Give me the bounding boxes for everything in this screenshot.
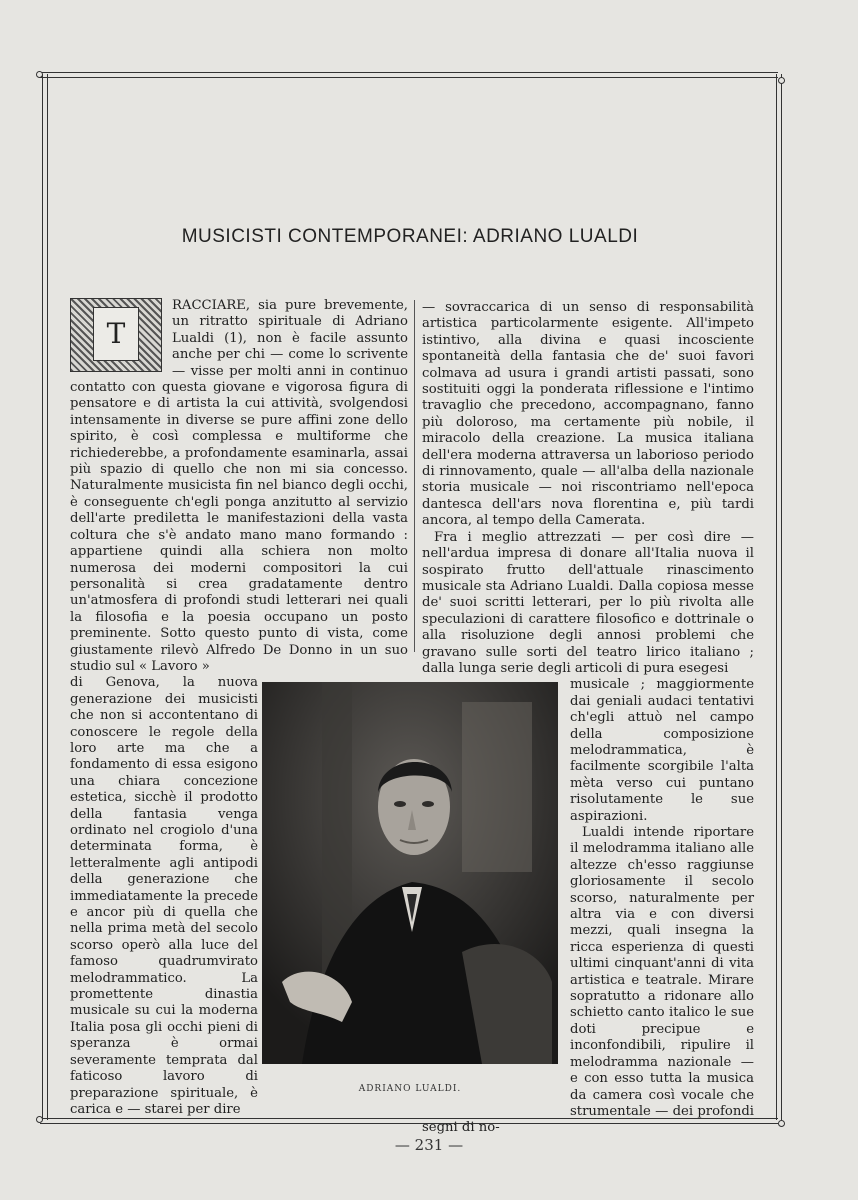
photo-caption: ADRIANO LUALDI. bbox=[358, 1084, 462, 1094]
portrait-photo bbox=[262, 682, 558, 1064]
left-wrap-paragraph: di Genova, la nuova generazione dei musicisti che non si accontentano di conoscere le regole della loro arte ma che a fondamento di essa esigono una chiara concezione estetica, sicchè il prodotto della fantasia venga ordinato nel crogiolo d'una determinata forma, è letteralmente agli antipodi della generazione che immediatamente la precede e ancor più di quella che nella prima metà del secolo scorso operò alla luce del famoso quadrumvirato melodrammatico. La promettente dinastia musicale su cui la moderna Italia posa gli occhi pieni di speranza è ormai severamente temprata dal faticoso lavoro di preparazione spirituale, è carica e — starei per dire bbox=[70, 675, 258, 1117]
article-title: MUSICISTI CONTEMPORANEI: ADRIANO LUALDI bbox=[181, 226, 639, 247]
drop-cap-letter: T bbox=[93, 307, 139, 361]
right-wrap-paragraph-2: Lualdi intende riportare il melodramma italiano alle altezze ch'esso raggiunse gloriosamente il secolo scorso, naturalmente per altra via e con diversi mezzi, quali insegna la ricca esperienza di questi ultimi cinquant'anni di vita artistica e teatrale. Mirare sopratutto a ridonare allo schietto canto italico le sue doti precipue e inconfondibili, ripulire il melodramma nazionale — e con esso tutta la musica da camera così vocale che strumentale — dei profondi segni di no- bbox=[422, 825, 754, 1136]
column-divider bbox=[414, 300, 415, 652]
frame-right-rule bbox=[776, 74, 782, 1120]
frame-left-rule bbox=[42, 74, 48, 1120]
right-paragraph-1: — sovraccarica di un senso di responsabilità artistica particolarmente esigente. All'impeto istintivo, alla divina e quasi incosciente spontaneità della fantasia che de' suoi favori colmava ad usura i grandi artisti passati, sono sostituiti oggi la ponderata riflessione e l'intimo travaglio che precedono, accompagnano, fanno più doloroso, ma certamente più nobile, il miracolo della creazione. La musica italiana dell'era moderna attraversa un laborioso periodo di rinnovamento, quale — all'alba della nazionale storia musicale — noi riscontriamo nell'epoca dantesca dell'ars nova florentina e, più tardi ancora, al tempo della Camerata. bbox=[422, 300, 754, 529]
portrait-illustration bbox=[262, 682, 558, 1064]
corner-ornament bbox=[36, 71, 43, 78]
frame-top-rule bbox=[40, 72, 778, 78]
page-number: — 231 — bbox=[394, 1136, 464, 1154]
right-paragraph-2: Fra i meglio attrezzati — per così dire — nell'ardua impresa di donare all'Italia nuova il sospirato frutto dell'attuale rinascimento musicale sta Adriano Lualdi. Dalla copiosa messe de' suoi scritti letterari, per lo più rivolta alle speculazioni di carattere filosofico e dottrinale o alla risoluzione degli annosi problemi che gravano sulle sorti del teatro lirico italiano ; dalla lunga serie degli articoli di pura esegesi bbox=[422, 529, 754, 676]
ornamental-drop-cap bbox=[70, 298, 162, 372]
right-wrap-paragraph-1: musicale ; maggiormente dai geniali audaci tentativi ch'egli attuò nel campo della composizione melodrammatica, è facilmente scorgibile l'alta mèta verso cui puntano risolutamente le sue aspirazioni. bbox=[570, 677, 754, 824]
corner-ornament bbox=[778, 1120, 785, 1127]
corner-ornament bbox=[778, 77, 785, 84]
left-paragraph: RACCIARE, sia pure brevemente, un ritratto spirituale di Adriano Lualdi (1), non è facile assunto anche per chi — come lo scrivente — visse per molti anni in continuo contatto con questa giovane e vigorosa figura di pensatore e di artista la cui attività, svolgendosi intensamente in diverse se pure affini zone dello spirito, è così complessa e multiforme che richiederebbe, a profondamente esaminarla, assai più spazio di quello che non mi sia concesso. Naturalmente musicista fin nel bianco degli occhi, è conseguente ch'egli ponga anzitutto al servizio dell'arte prediletta le manifestazioni della vasta coltura che s'è andato mano mano formando : appartiene quindi alla schiera non molto numerosa dei moderni compositori la cui personalità si crea gradatamente dentro un'atmosfera di profondi studi letterari nei quali la filosofia e la poesia occupano un posto preminente. Sotto questo punto di vista, come giustamente rilevò Alfredo De Donno in un suo studio sul « Lavoro » bbox=[70, 298, 408, 674]
corner-ornament bbox=[36, 1116, 43, 1123]
